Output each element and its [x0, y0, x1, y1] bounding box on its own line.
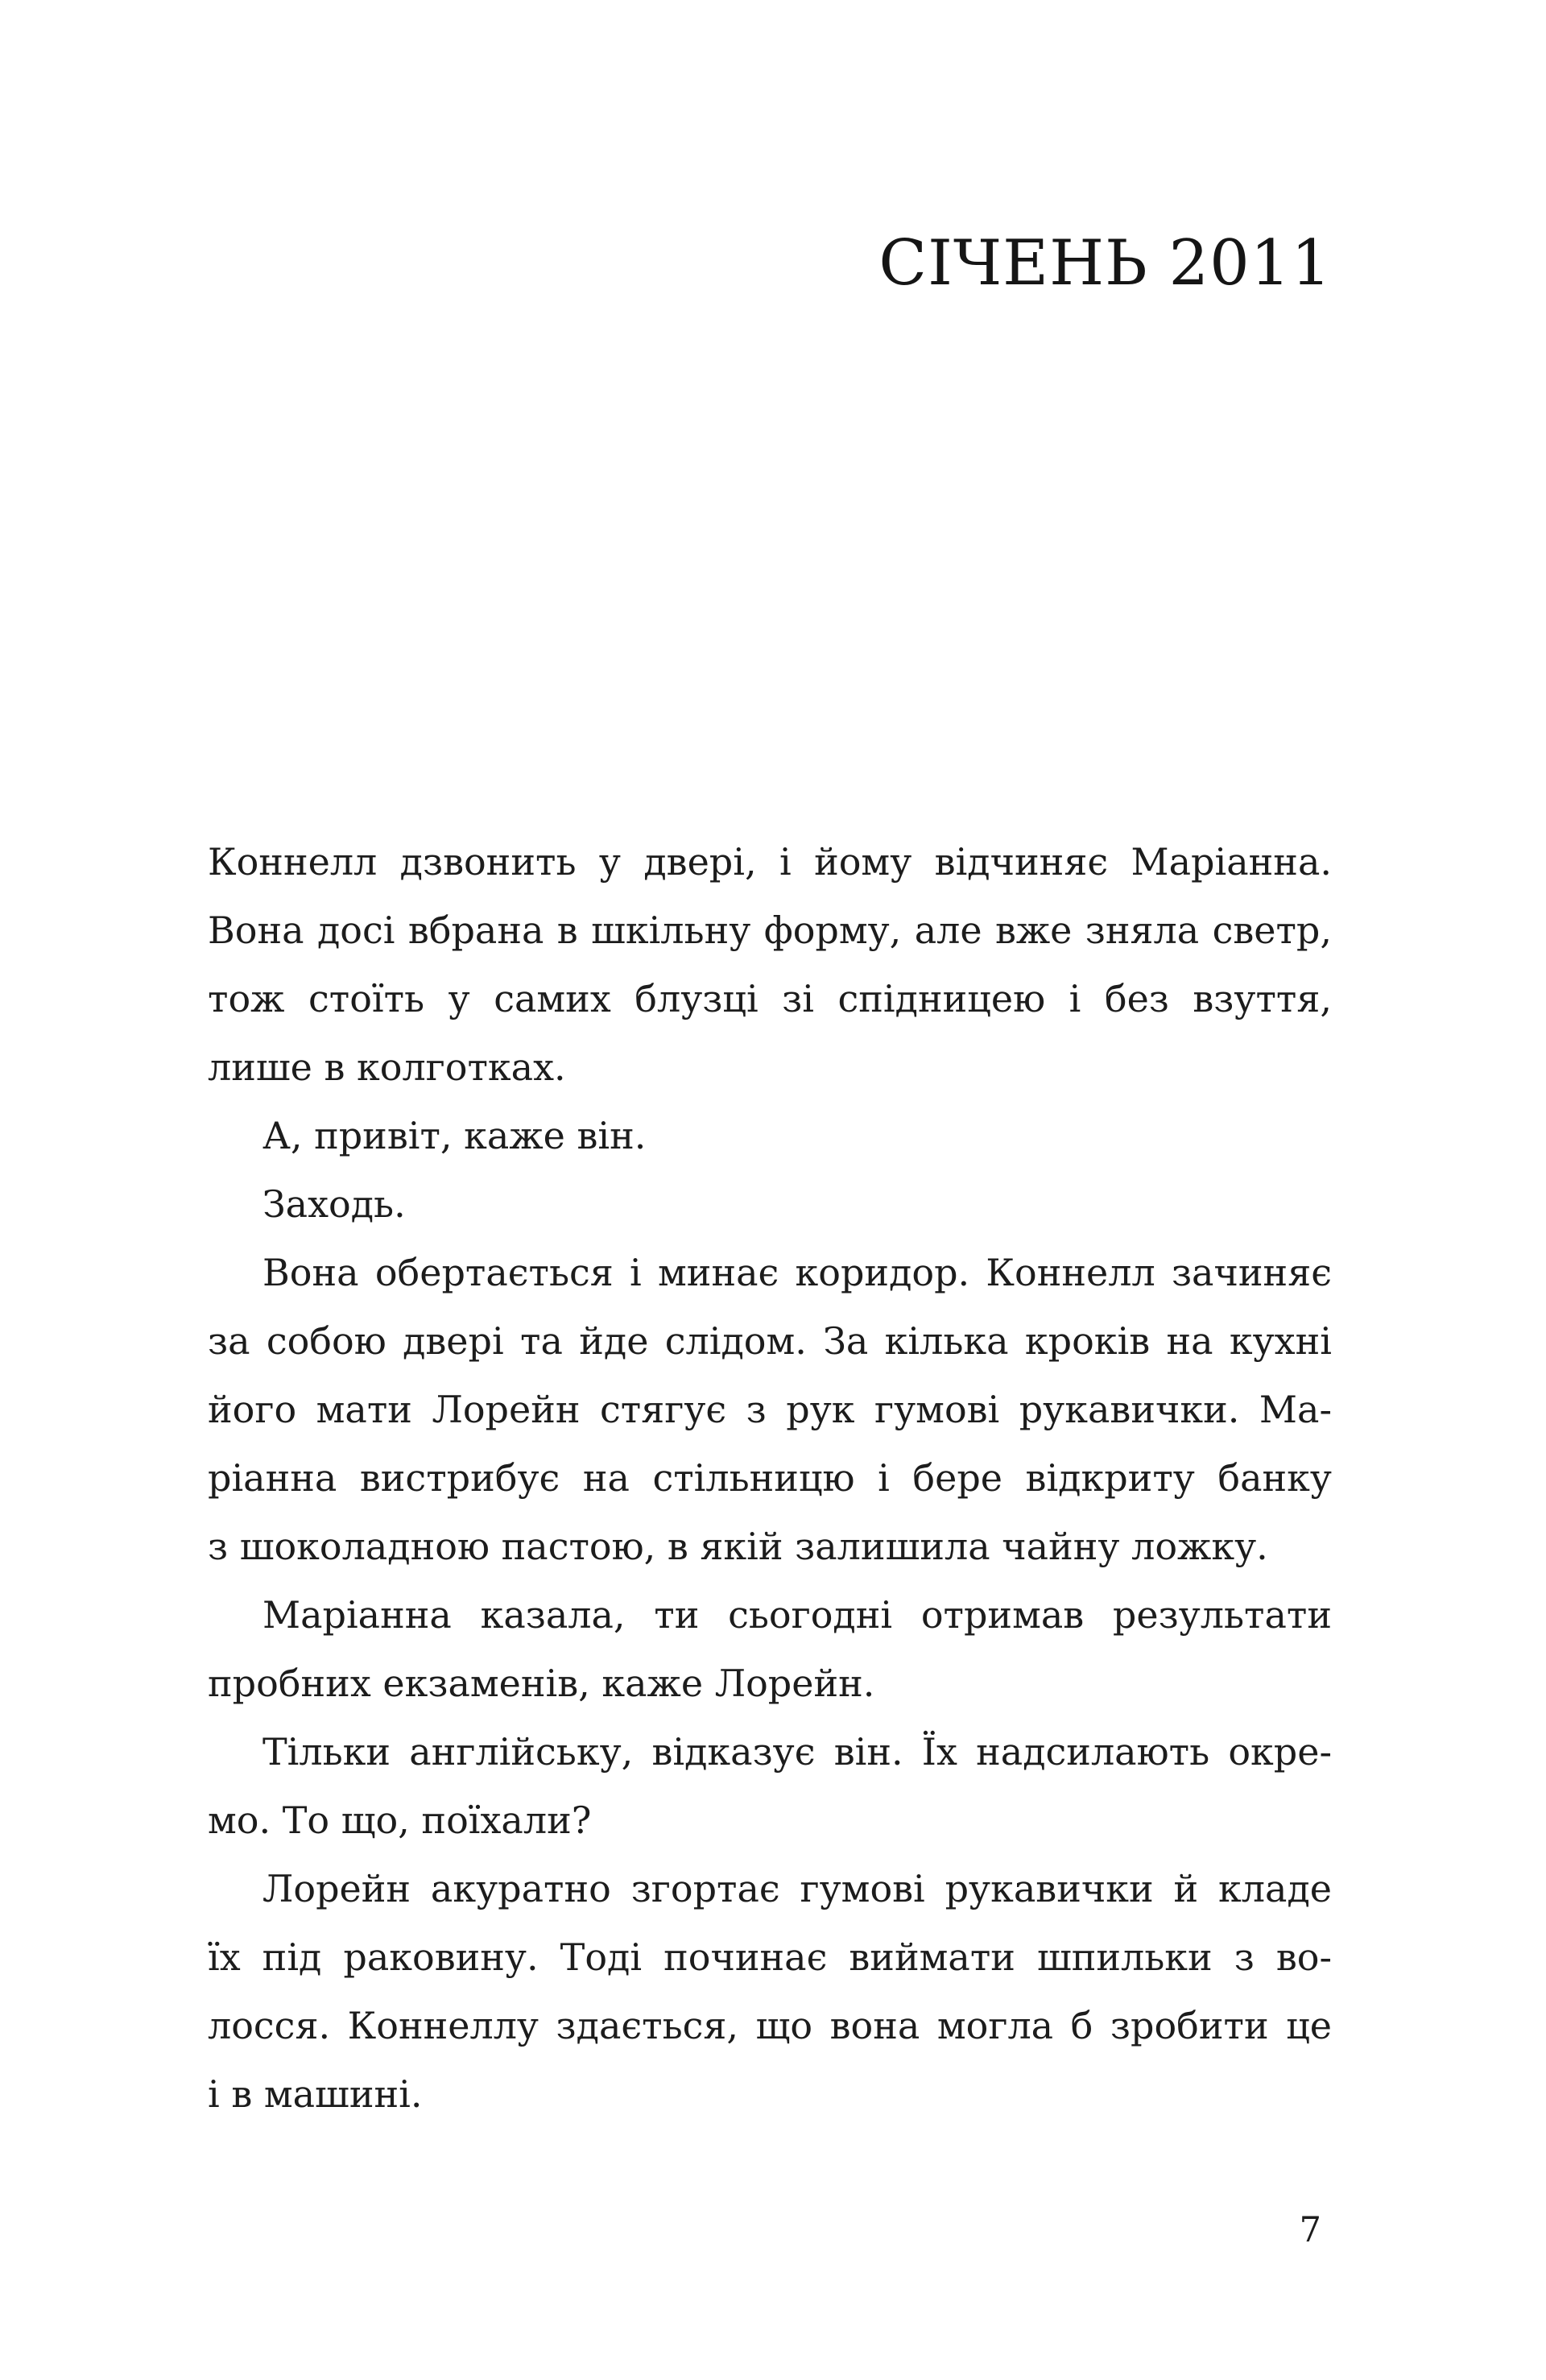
paragraph — [208, 1581, 1332, 1718]
text-line: Вона обертається і минає коридор. Коннелл зачиняє — [262, 1251, 1332, 1294]
paragraph — [208, 1718, 1332, 1855]
text-line: Вона досі вбрана в шкільну форму, але вже зняла светр, — [208, 909, 1332, 952]
chapter-title: СІЧЕНЬ 2011 — [878, 227, 1332, 300]
page-number: 7 — [1299, 2210, 1321, 2250]
text-line: А, привіт, каже він. — [262, 1114, 647, 1157]
text-line: з шоколадною пастою, в якій залишила чайну ложку. — [208, 1525, 1268, 1568]
text-line: Тільки англійську, відказує він. Їх надсилають окре- — [262, 1730, 1332, 1774]
text-line: тож стоїть у самих блузці зі спідницею і без взуття, — [208, 977, 1332, 1020]
text-line: пробних екзаменів, каже Лорейн. — [208, 1662, 875, 1705]
text-line: за собою двері та йде слідом. За кілька кроків на кухні — [208, 1319, 1332, 1363]
text-line: мо. То що, поїхали? — [208, 1798, 592, 1842]
text-line: Лорейн акуратно згортає гумові рукавички й кладе — [262, 1867, 1332, 1910]
text-line: лише в колготках. — [208, 1045, 566, 1089]
text-line: Маріанна казала, ти сьогодні отримав результати — [262, 1593, 1332, 1637]
text-line: ріанна вистрибує на стільницю і бере відкриту банку — [208, 1456, 1332, 1500]
paragraph — [208, 1239, 1332, 1581]
text-line: лосся. Коннеллу здається, що вона могла б зробити це — [208, 2004, 1332, 2047]
text-line: їх під раковину. Тоді починає виймати шпильки з во- — [208, 1935, 1332, 1979]
paragraph — [208, 1170, 1332, 1239]
body-text — [208, 828, 1332, 2129]
text-line: і в машині. — [208, 2072, 423, 2116]
paragraph — [208, 828, 1332, 1102]
text-line: його мати Лорейн стягує з рук гумові рукавички. Ма- — [208, 1388, 1332, 1431]
text-line: Коннелл дзвонить у двері, і йому відчиняє Маріанна. — [208, 840, 1332, 884]
paragraph — [208, 1102, 1332, 1170]
paragraph — [208, 1855, 1332, 2129]
text-line: Заходь. — [262, 1182, 406, 1226]
